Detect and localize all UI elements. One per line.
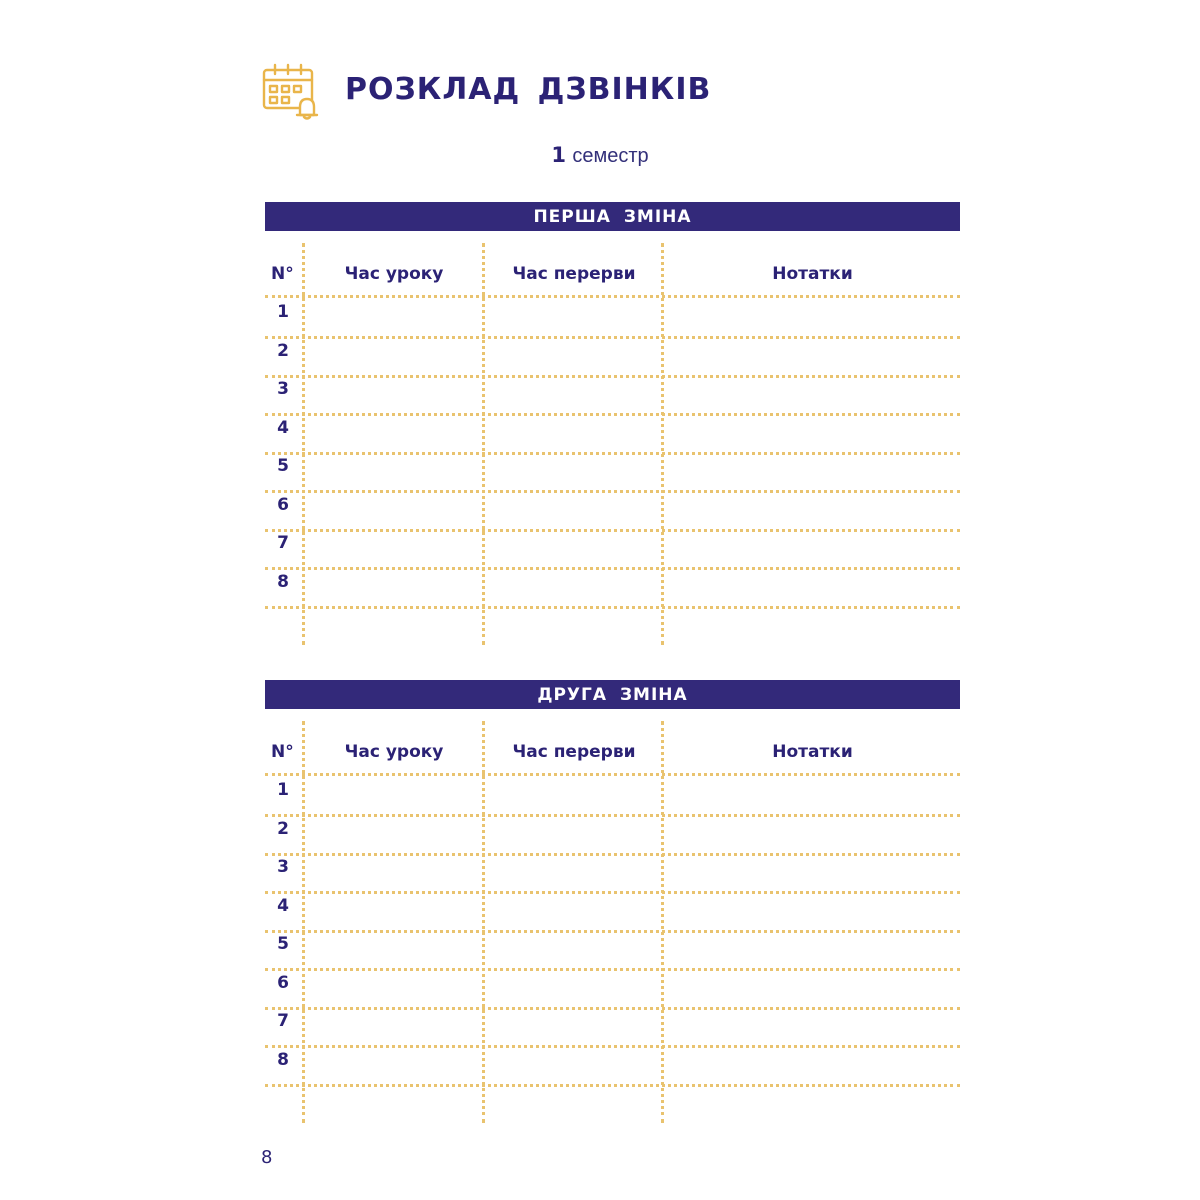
semester-number: 1 [551,143,566,167]
second-shift-section [265,680,960,1125]
semester-word: семестр [572,145,649,167]
table-row [265,969,960,1010]
row-number: 1 [277,780,289,800]
page-header [262,62,902,118]
table-row [265,1007,960,1048]
row-number: 8 [277,1050,289,1070]
row-number: 6 [277,973,289,993]
first-shift-section [265,202,960,647]
table-row [265,930,960,971]
column-header-notes: Нотатки [772,264,853,284]
semester-label [0,143,1200,168]
column-header-lesson-time: Час уроку [344,742,444,762]
row-number: 7 [277,533,289,553]
table-row [265,375,960,416]
table-row [265,1046,960,1087]
row-number: 6 [277,495,289,515]
table-row [265,298,960,339]
column-header-break-time: Час перерви [512,264,636,284]
page-number: 8 [261,1147,273,1168]
row-number: 2 [277,341,289,361]
table-row [265,414,960,455]
table-row [265,337,960,378]
row-number: 7 [277,1011,289,1031]
row-number: 3 [277,857,289,877]
column-header-number: N° [271,264,294,284]
row-number: 3 [277,379,289,399]
row-number: 5 [277,934,289,954]
row-number: 1 [277,302,289,322]
column-header-number: N° [271,742,294,762]
page-title: РОЗКЛАД ДЗВІНКІВ [345,72,712,107]
calendar-bell-icon [262,62,320,120]
table-row [265,529,960,570]
table-row [265,452,960,493]
shift-title: ПЕРША ЗМІНА [265,202,960,231]
table-row [265,815,960,856]
column-header-break-time: Час перерви [512,742,636,762]
schedule-table [265,709,960,1125]
table-header-row [265,261,960,298]
table-row [265,853,960,894]
row-number: 2 [277,819,289,839]
table-row [265,491,960,532]
schedule-table [265,231,960,647]
table-row [265,568,960,609]
column-header-notes: Нотатки [772,742,853,762]
row-number: 8 [277,572,289,592]
row-number: 4 [277,418,289,438]
table-row [265,776,960,817]
shift-title: ДРУГА ЗМІНА [265,680,960,709]
row-number: 5 [277,456,289,476]
row-number: 4 [277,896,289,916]
column-header-lesson-time: Час уроку [344,264,444,284]
table-row [265,892,960,933]
table-header-row [265,739,960,776]
